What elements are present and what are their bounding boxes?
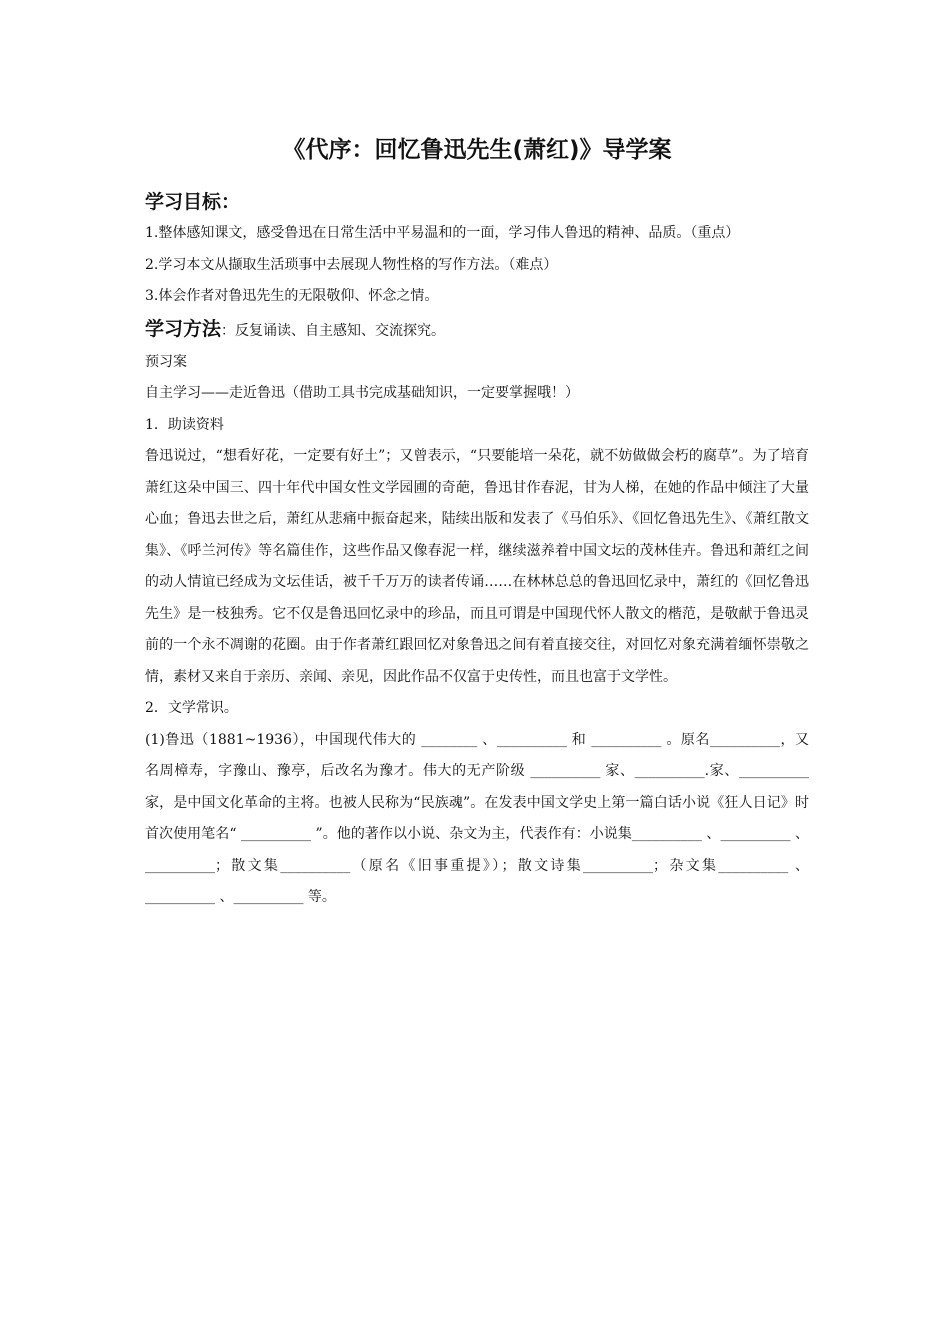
objective-item: 2.学习本文从撷取生活琐事中去展现人物性格的写作方法。（难点） — [145, 256, 558, 273]
methods-line — [145, 313, 809, 347]
preview-label: 预习案 — [145, 353, 187, 370]
fill-in-paragraph: (1)鲁迅（1881~1936），中国现代伟大的 ________ 、__________ 和 __________ 。原名__________，又名周樟寿，字豫山、豫亭，后改名为豫才。伟大的无产阶级 __________ 家、__________.家、__________ 家，是中国文化革命的主将。也被人民称为“民族魂”。在发表中国文学史上第一篇白话小说《狂人日记》时首次使用笔名“ __________ ”。他的著作以小说、杂文为主，代表作有：小说集__________ 、__________ 、__________；散文集__________（原名《旧事重提》）；散文诗集__________；杂文集__________ 、__________ 、__________ 等。 — [145, 731, 809, 905]
document-page — [145, 128, 809, 914]
objective-item: 1.整体感知课文，感受鲁迅在日常生活中平易温和的一面，学习伟人鲁迅的精神、品质。（重点） — [145, 225, 740, 241]
methods-text: ：反复诵读、自主感知、交流探究。 — [221, 322, 446, 339]
section2-heading: 2．文学常识。 — [145, 700, 238, 716]
objectives-list — [145, 218, 809, 313]
reading-material-paragraph: 鲁迅说过，“想看好花，一定要有好土”；又曾表示，“只要能培一朵花，就不妨做做会朽的腐草”。为了培育萧红这朵中国三、四十年代中国女性文学园圃的奇葩，鲁迅甘作春泥，甘为人梯，在她的作品中倾注了大量心血；鲁迅去世之后，萧红从悲痛中振奋起来，陆续出版和发表了《马伯乐》、《回忆鲁迅先生》、《萧红散文集》、《呼兰河传》等名篇佳作，这些作品又像春泥一样，继续滋养着中国文坛的茂林佳卉。鲁迅和萧红之间的动人情谊已经成为文坛佳话，被千千万万的读者传诵……在林林总总的鲁迅回忆录中，萧红的《回忆鲁迅先生》是一枝独秀。它不仅是鲁迅回忆录中的珍品，而且可谓是中国现代怀人散文的楷范，是敬献于鲁迅灵前的一个永不凋谢的花圈。由于作者萧红跟回忆对象鲁迅之间有着直接交往，对回忆对象充满着缅怀崇敬之情，素材又来自于亲历、亲闻、亲见，因此作品不仅富于史传性，而且也富于文学性。 — [145, 448, 809, 685]
objective-item: 3.体会作者对鲁迅先生的无限敬仰、怀念之情。 — [145, 288, 439, 304]
section1-heading: 1．助读资料 — [145, 416, 224, 433]
self-study-line: 自主学习——走近鲁迅（借助工具书完成基础知识，一定要掌握哦！） — [145, 385, 579, 401]
document-title: 《代序：回忆鲁迅先生(萧红)》导学案 — [282, 137, 672, 163]
objectives-heading: 学习目标： — [145, 191, 241, 213]
methods-heading: 学习方法 — [145, 317, 222, 340]
